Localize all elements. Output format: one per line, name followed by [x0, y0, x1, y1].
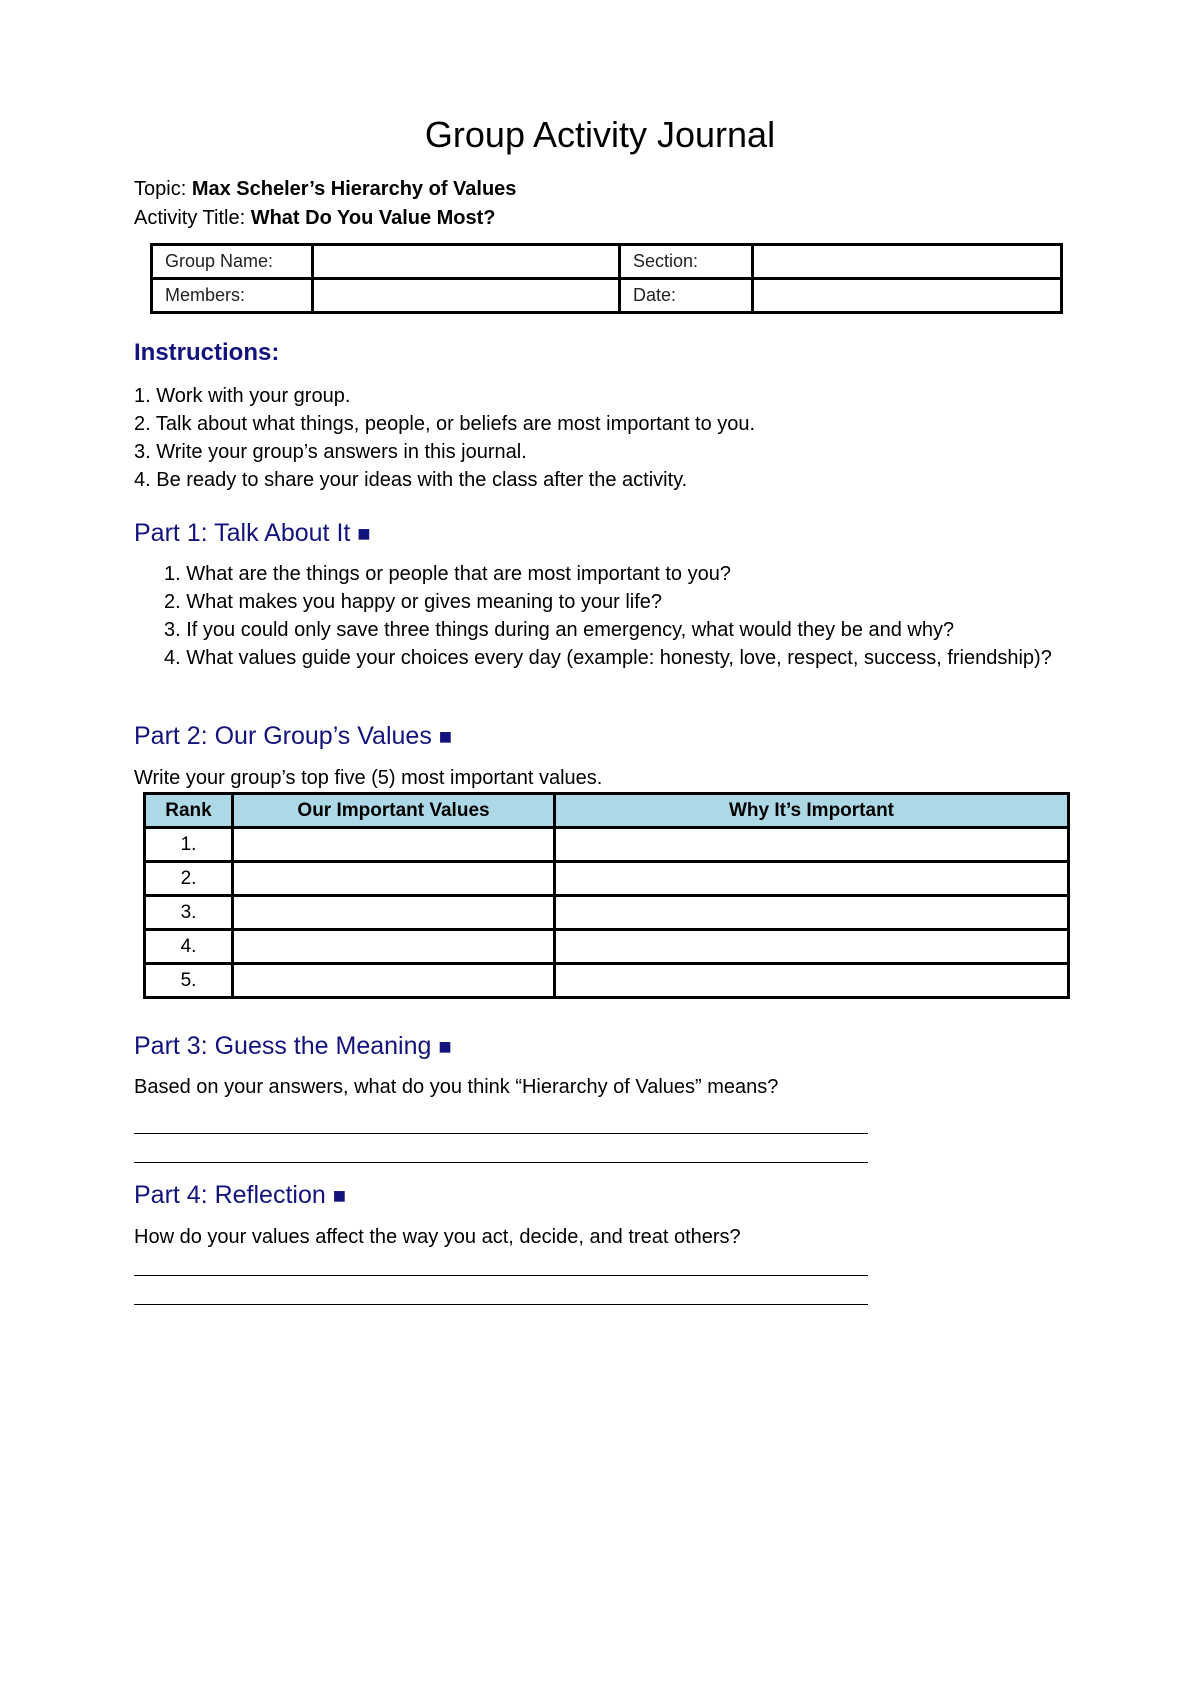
- members-label: Members:: [152, 279, 313, 313]
- info-row: [152, 245, 1062, 279]
- part2-instruction: Write your group’s top five (5) most important values.: [134, 767, 603, 789]
- square-icon: ■: [438, 1034, 452, 1059]
- activity-title-label: Activity Title:: [134, 207, 246, 229]
- why-column-header: Why It’s Important: [555, 794, 1069, 828]
- rank-cell: 3.: [145, 896, 233, 930]
- table-row: [145, 862, 1069, 896]
- values-table: [143, 792, 1070, 999]
- part1-heading-text: Part 1: Talk About It: [134, 519, 351, 547]
- topic-line: [134, 176, 516, 202]
- rank-cell: 5.: [145, 964, 233, 998]
- why-field[interactable]: [555, 862, 1069, 896]
- instruction-item: 3. Write your group’s answers in this journal.: [134, 441, 527, 463]
- square-icon: ■: [438, 724, 453, 749]
- activity-title-value: What Do You Value Most?: [250, 207, 496, 229]
- rank-cell: 2.: [145, 862, 233, 896]
- why-field[interactable]: [555, 828, 1069, 862]
- answer-line[interactable]: [134, 1162, 868, 1163]
- value-field[interactable]: [233, 930, 555, 964]
- activity-title-line: [134, 205, 496, 231]
- table-row: [145, 828, 1069, 862]
- instruction-item: 1. Work with your group.: [134, 385, 351, 407]
- values-column-header: Our Important Values: [233, 794, 555, 828]
- instructions-heading: Instructions:: [134, 339, 280, 366]
- topic-label: Topic:: [134, 178, 187, 200]
- part4-heading: [134, 1179, 346, 1212]
- page-title: Group Activity Journal: [424, 114, 776, 155]
- answer-line[interactable]: [134, 1304, 868, 1305]
- table-row: [145, 896, 1069, 930]
- table-row: [145, 930, 1069, 964]
- value-field[interactable]: [233, 896, 555, 930]
- section-label: Section:: [620, 245, 753, 279]
- group-name-label: Group Name:: [152, 245, 313, 279]
- section-field[interactable]: [753, 245, 1062, 279]
- values-table-header: [145, 794, 1069, 828]
- date-field[interactable]: [753, 279, 1062, 313]
- why-field[interactable]: [555, 896, 1069, 930]
- question-item: 2. What makes you happy or gives meaning to your life?: [164, 591, 663, 613]
- part4-heading-text: Part 4: Reflection: [134, 1181, 326, 1209]
- part4-question: How do your values affect the way you act, decide, and treat others?: [134, 1226, 741, 1248]
- part3-question: Based on your answers, what do you think “Hierarchy of Values” means?: [134, 1076, 779, 1098]
- instructions-list: [134, 382, 755, 494]
- part3-heading-text: Part 3: Guess the Meaning: [134, 1032, 432, 1060]
- value-field[interactable]: [233, 828, 555, 862]
- rank-cell: 1.: [145, 828, 233, 862]
- instruction-item: 4. Be ready to share your ideas with the class after the activity.: [134, 469, 688, 491]
- question-item: 4. What values guide your choices every day (example: honesty, love, respect, success, friendship)?: [164, 647, 1052, 669]
- why-field[interactable]: [555, 930, 1069, 964]
- answer-line[interactable]: [134, 1133, 868, 1134]
- group-name-field[interactable]: [313, 245, 620, 279]
- value-field[interactable]: [233, 964, 555, 998]
- square-icon: ■: [332, 1183, 347, 1208]
- rank-column-header: Rank: [145, 794, 233, 828]
- table-row: [145, 964, 1069, 998]
- value-field[interactable]: [233, 862, 555, 896]
- info-row: [152, 279, 1062, 313]
- instruction-item: 2. Talk about what things, people, or beliefs are most important to you.: [134, 413, 756, 435]
- group-info-table: [150, 243, 1063, 314]
- question-item: 3. If you could only save three things during an emergency, what would they be and why?: [164, 619, 955, 641]
- part1-questions: [164, 560, 1064, 672]
- part2-heading-text: Part 2: Our Group’s Values: [134, 722, 432, 750]
- rank-cell: 4.: [145, 930, 233, 964]
- topic-value: Max Scheler’s Hierarchy of Values: [191, 178, 517, 200]
- date-label: Date:: [620, 279, 753, 313]
- part2-heading: [134, 720, 452, 753]
- members-field[interactable]: [313, 279, 620, 313]
- square-icon: ■: [357, 521, 371, 546]
- part3-heading: [134, 1030, 452, 1063]
- why-field[interactable]: [555, 964, 1069, 998]
- question-item: 1. What are the things or people that are most important to you?: [164, 563, 731, 585]
- answer-line[interactable]: [134, 1275, 868, 1276]
- part1-heading: [134, 517, 371, 550]
